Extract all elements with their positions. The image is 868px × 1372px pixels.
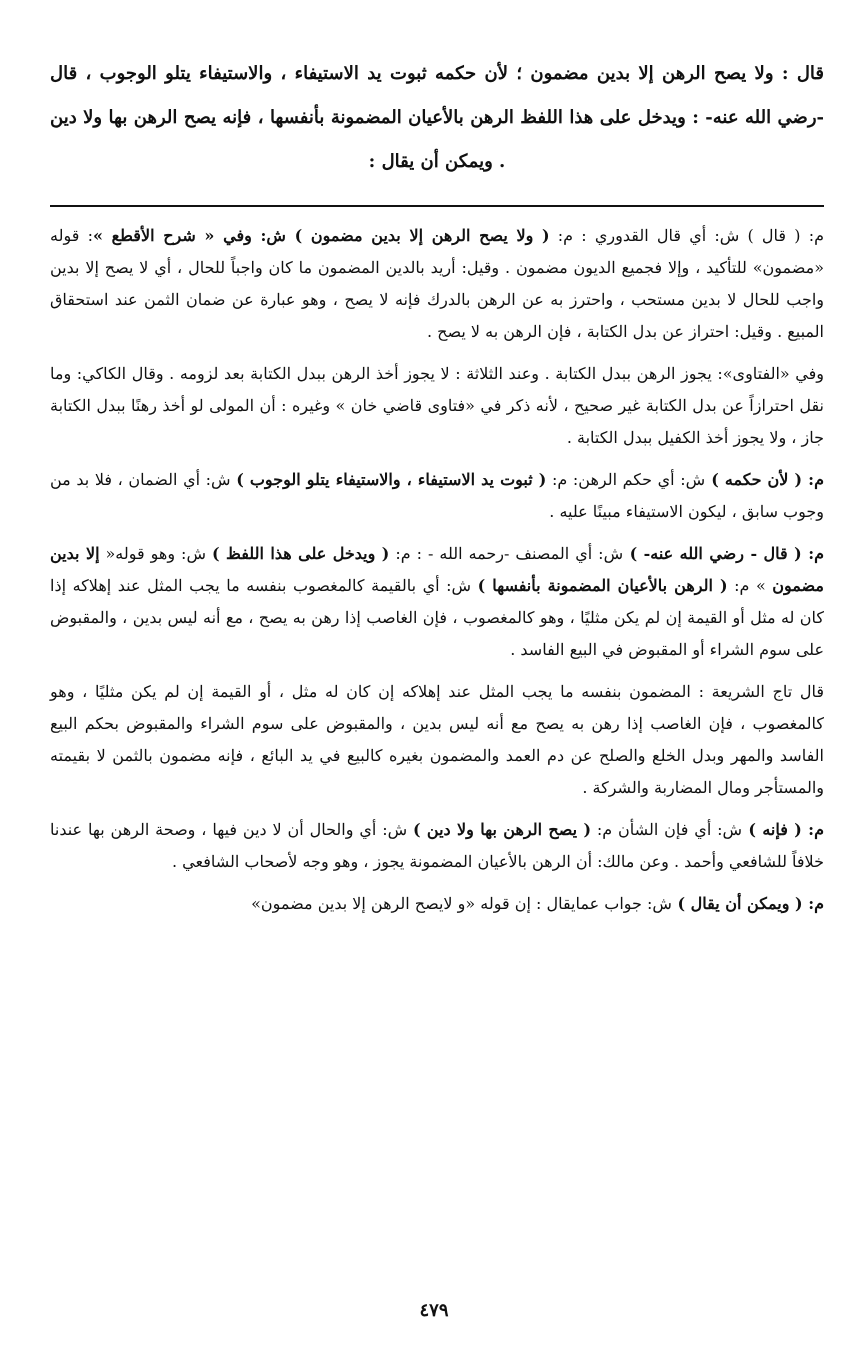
quoted-matn-segment: ( ولا يصح الرهن إلا بدين مضمون ) ش: وفي « شرح الأقطع » [92,226,550,245]
quoted-matn-segment: ( يصح الرهن بها ولا دين ) [413,820,592,839]
commentary [50,220,824,930]
commentary-paragraph [50,888,824,920]
main-text: قال : ولا يصح الرهن إلا بدين مضمون ؛ لأن حكمه ثبوت يد الاستيفاء ، والاستيفاء يتلو الوجوب ، قال -رضي الله عنه- : ويدخل على هذا اللفظ الرهن بالأعيان المضمونة بأنفسها ، فإنه يصح الرهن بها ولا دين . ويمكن أن يقال : [50,63,824,172]
commentary-paragraph [50,538,824,666]
commentary-segment: قال تاج الشريعة : المضمون بنفسه ما يجب المثل عند إهلاكه إن كان له مثل ، أو القيمة إن لم يكن مثليًا ، وهو كالمغصوب ، فإن الغاصب إذا رهن به يصح مع أنه ليس بدين ، والمقبوض على سوم الشراء والمقبوض بحكم البيع الفاسد والمهر وبدل الخلع والصلح عن دم العمد والمضمون بغيره كالبيع في يد البائع ، فإنه مضمون بالثمن لا بقيمته والمستأجر ومال المضاربة والشركة . [50,682,825,797]
commentary-segment: ش: أي والحال أن لا دين فيها ، وصحة الرهن بها عندنا خلافاً للشافعي وأحمد . وعن مالك: أن الرهن بالأعيان المضمونة يجوز ، وهو وجه لأصحاب الشافعي . [50,820,824,871]
commentary-paragraph [50,676,824,804]
quoted-matn-segment: إلا بدين مضمون [50,544,824,595]
commentary-paragraph [50,220,824,348]
commentary-segment: ش: أي المصنف -رحمه الله - : م: [389,544,624,563]
commentary-segment: ش: أي فإن الشأن م: [591,820,743,839]
separator-rule [50,205,824,207]
quoted-matn-segment: ( ويدخل على هذا اللفظ ) [211,544,390,563]
commentary-segment: ش: أي الضمان ، فلا بد من وجوب سابق ، ليكون الاستيفاء مبينًا عليه . [50,470,824,521]
commentary-segment: وفي «الفتاوى»: يجوز الرهن ببدل الكتابة . وعند الثلاثة : لا يجوز أخذ الرهن ببدل الكتابة بعد لزومه . وقال الكاكي: وما نقل احترازاً عن بدل الكتابة غير صحيح ، لأنه ذكر في «فتاوى قاضي خان » وغيره : أن المولى لو أخذ رهنًا ببدل الكتابة جاز ، ولا يجوز أخذ الكفيل ببدل الكتابة . [50,364,824,447]
commentary-segment: : قوله «مضمون» للتأكيد ، وإلا فجميع الديون مضمون . وقيل: أريد بالدين المضمون ما كان واجباً للحال ، أي لا يصح إلا بدين واجب للحال لا بدين مستحب ، واحترز به عن الرهن بالدرك فإنه لا يصح ، وهو عبارة عن ضمان الثمن عند استحقاق المبيع . وقيل: احتراز عن بدل الكتابة ، فإن الرهن به لا يصح . [50,226,824,341]
quoted-matn-segment: ( الرهن بالأعيان المضمونة بأنفسها ) [477,576,728,595]
quoted-matn-segment: م: ( ويمكن أن يقال ) [671,894,824,913]
commentary-paragraph [50,464,824,528]
quoted-matn-segment: ( ثبوت يد الاستيفاء ، والاستيفاء يتلو الوجوب ) [236,470,547,489]
commentary-segment: » م: [727,576,773,595]
quoted-matn-segment: م: ( لأن حكمه ) [705,470,824,489]
commentary-segment: ش: وهو قوله« [99,544,212,563]
commentary-paragraph [50,814,824,878]
commentary-segment: ش: جواب عمايقال : إن قوله «و لايصح الرهن إلا بدين مضمون» [251,894,672,913]
quoted-matn-segment: م: ( فإنه ) [742,820,824,839]
commentary-segment: ش: أي حكم الرهن: م: [546,470,706,489]
commentary-segment: ش: أي بالقيمة كالمغصوب بنفسه ما يجب المثل عند إهلاكه إذا كان له مثل أو القيمة إن لم يكن مثليًا ، وهو كالمغصوب ، فإن الغاصب إذا رهن به يصح ، مع أنه ليس بدين ، والمقبوض على سوم الشراء أو المقبوض في البيع الفاسد . [50,576,824,659]
page-number: ٤٧٩ [419,1300,449,1321]
commentary-segment: م: ( قال ) ش: أي قال القدوري : م: [549,226,825,245]
quoted-matn-segment: م: ( قال - رضي الله عنه- ) [623,544,825,563]
commentary-paragraph [50,358,824,454]
